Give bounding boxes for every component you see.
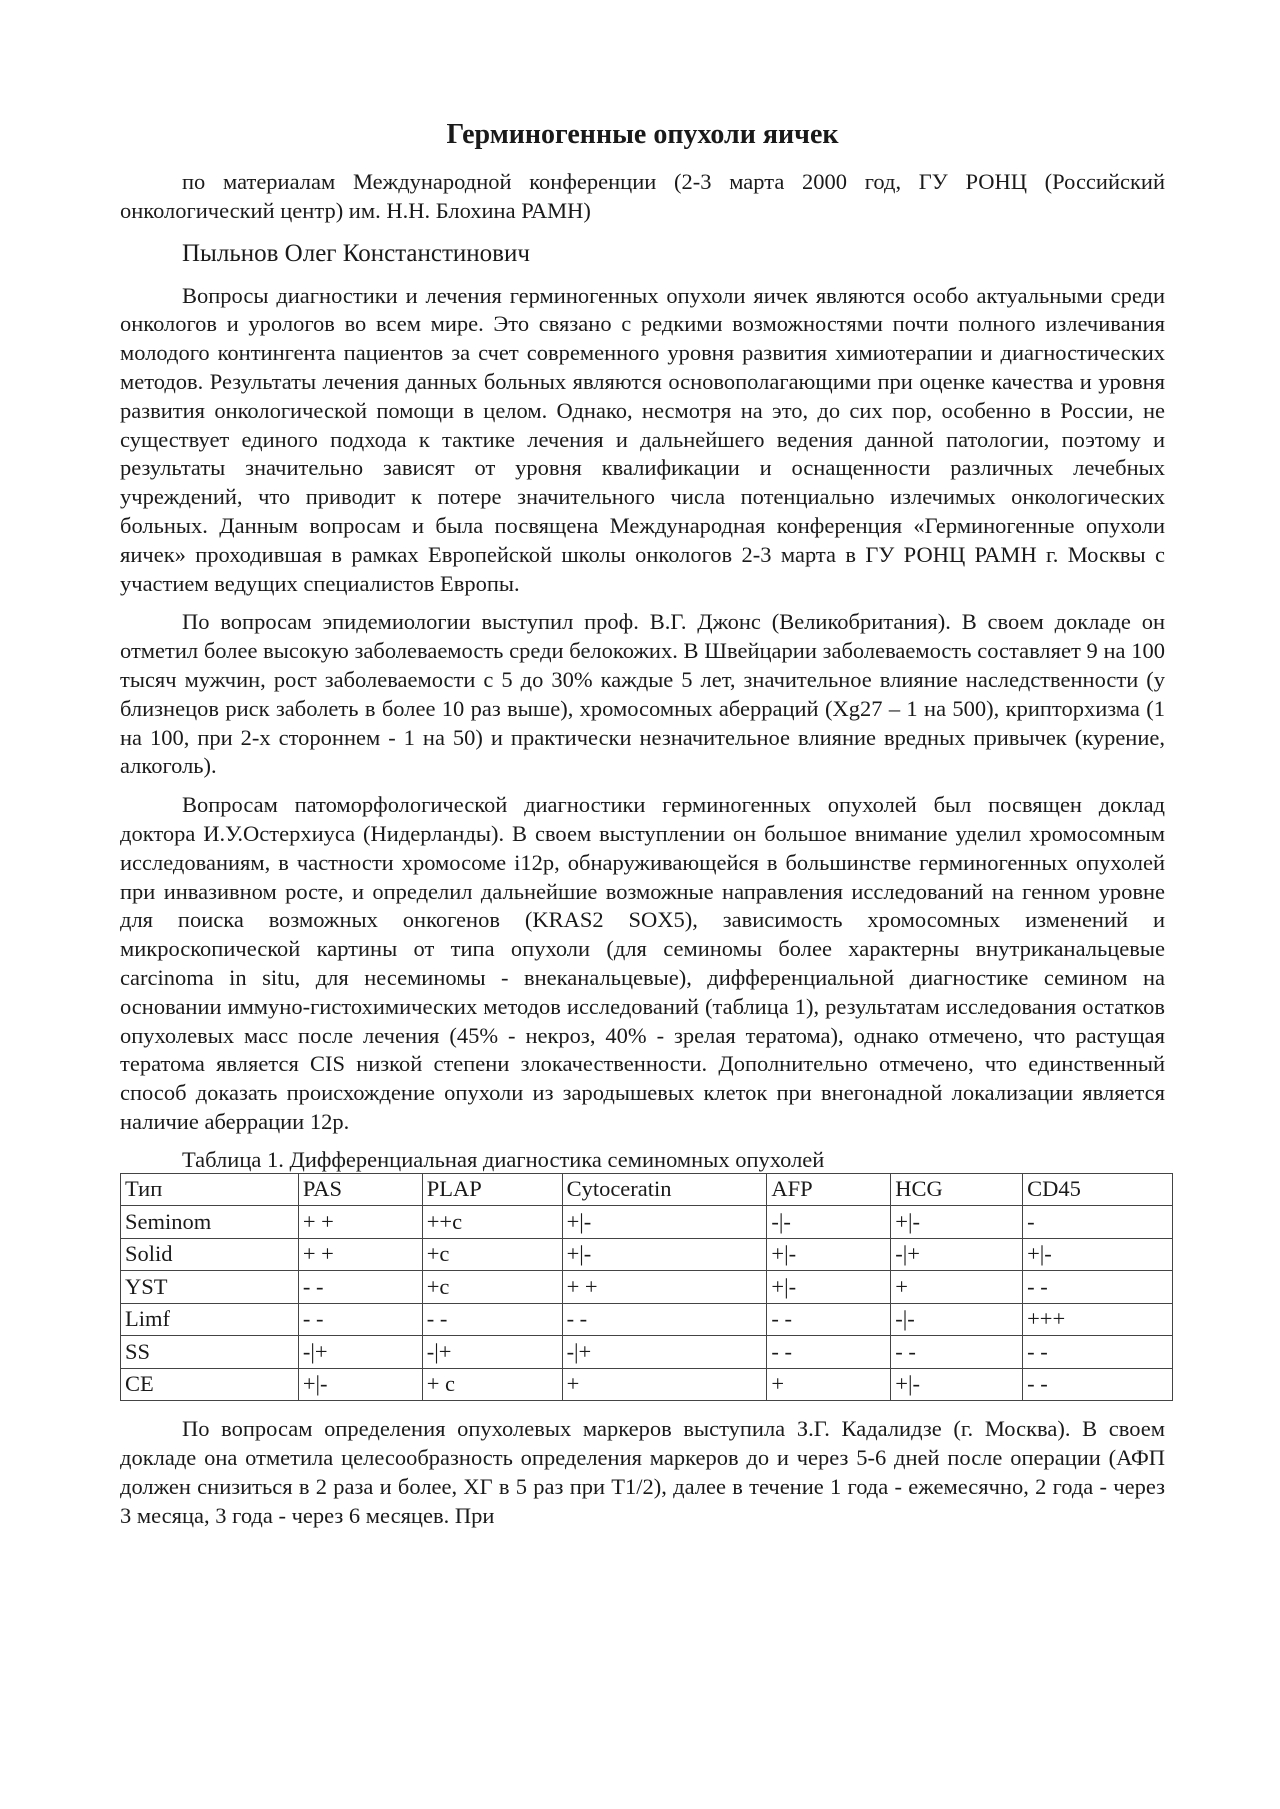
paragraph-intro: Вопросы диагностики и лечения герминогенных опухоли яичек являются особо актуальными среди онкологов и урологов во всем мире. Это связано с редкими возможностями почти полного излечивания молодого контингента пациентов за счет современного уровня развития химиотерапии и диагностических методов. Результаты лечения данных больных являются основополагающими при оценке качества и уровня развития онкологической помощи в целом. Однако, несмотря на это, до сих пор, особенно в России, не существует единого подхода к тактике лечения и дальнейшего ведения данной патологии, поэтому и результаты значительно зависят от уровня квалификации и оснащенности различных лечебных учреждений, что приводит к потере значительного числа потенциально излечимых онкологических больных. Данным вопросам и была посвящена Международная конференция «Герминогенные опухоли яичек» проходившая в рамках Европейской школы онкологов 2-3 марта в ГУ РОНЦ РАМН г. Москвы с участием ведущих специалистов Европы. <box>120 282 1165 596</box>
table-caption: Таблица 1. Дифференциальная диагностика семиномных опухолей <box>182 1146 825 1172</box>
table-cell: - - <box>562 1303 767 1336</box>
table-row <box>121 1271 1173 1304</box>
table-cell: Solid <box>121 1238 299 1271</box>
table-header-cell: PAS <box>298 1173 422 1206</box>
table-cell: + c <box>422 1368 562 1401</box>
paragraph-markers: По вопросам определения опухолевых маркеров выступила З.Г. Кадалидзе (г. Москва). В своем докладе она отметила целесообразность определения маркеров до и через 5-6 дней после операции (АФП должен снизиться в 2 раза и более, ХГ в 5 раз при Т1/2), далее в течение 1 года - ежемесячно, 2 года - через 3 месяца, 3 года - через 6 месяцев. При <box>120 1416 1165 1528</box>
table-row <box>121 1303 1173 1336</box>
table-cell: - - <box>767 1336 891 1369</box>
document-title: Герминогенные опухоли яичек <box>446 119 839 150</box>
table-cell: - <box>1023 1206 1173 1239</box>
table-cell: + <box>891 1271 1023 1304</box>
diagnostics-table-wrapper <box>120 1173 1165 1402</box>
table-cell: - - <box>1023 1368 1173 1401</box>
table-cell: + + <box>562 1271 767 1304</box>
table-header-cell: CD45 <box>1023 1173 1173 1206</box>
table-cell: CE <box>121 1368 299 1401</box>
table-header-cell: Cytoceratin <box>562 1173 767 1206</box>
diagnostics-table <box>120 1173 1173 1402</box>
table-cell: Seminom <box>121 1206 299 1239</box>
table-cell: +|- <box>891 1206 1023 1239</box>
table-header-cell: Тип <box>121 1173 299 1206</box>
table-cell: + + <box>298 1206 422 1239</box>
table-cell: -|+ <box>298 1336 422 1369</box>
table-cell: + + <box>298 1238 422 1271</box>
table-cell: +++ <box>1023 1303 1173 1336</box>
table-cell: - - <box>1023 1336 1173 1369</box>
table-cell: +|- <box>562 1238 767 1271</box>
table-cell: +|- <box>298 1368 422 1401</box>
table-cell: - - <box>1023 1271 1173 1304</box>
table-header-row <box>121 1173 1173 1206</box>
table-cell: +|- <box>767 1271 891 1304</box>
table-cell: + <box>767 1368 891 1401</box>
table-cell: +|- <box>891 1368 1023 1401</box>
document-page <box>120 118 1165 1540</box>
table-cell: + <box>562 1368 767 1401</box>
table-row <box>121 1368 1173 1401</box>
table-cell: SS <box>121 1336 299 1369</box>
table-cell: +|- <box>1023 1238 1173 1271</box>
table-cell: -|+ <box>562 1336 767 1369</box>
table-header-cell: HCG <box>891 1173 1023 1206</box>
table-cell: +|- <box>562 1206 767 1239</box>
table-cell: ++c <box>422 1206 562 1239</box>
table-cell: - - <box>298 1271 422 1304</box>
table-cell: -|- <box>891 1303 1023 1336</box>
table-cell: +c <box>422 1271 562 1304</box>
paragraph-epidemiology: По вопросам эпидемиологии выступил проф. В.Г. Джонс (Великобритания). В своем докладе он отметил более высокую заболеваемость среди белокожих. В Швейцарии заболеваемость составляет 9 на 100 тысяч мужчин, рост заболеваемости с 5 до 30% каждые 5 лет, значительное влияние наследственности (у близнецов риск заболеть в более 10 раз выше), хромосомных аберраций (Xg27 – 1 на 500), крипторхизма (1 на 100, при 2-х стороннем - 1 на 50) и практически незначительное влияние вредных привычек (курение, алкоголь). <box>120 609 1165 779</box>
table-cell: -|+ <box>422 1336 562 1369</box>
table-cell: +c <box>422 1238 562 1271</box>
table-cell: - - <box>422 1303 562 1336</box>
paragraph-pathomorphology: Вопросам патоморфологической диагностики герминогенных опухолей был посвящен доклад доктора И.У.Остерхиуса (Нидерланды). В своем выступлении он большое внимание уделил хромосомным исследованиям, в частности хромосоме i12p, обнаруживающейся в большинстве герминогенных опухолей при инвазивном росте, и определил дальнейшие возможные направления исследований на генном уровне для поиска возможных онкогенов (KRAS2 SOX5), зависимость хромосомных изменений и микроскопической картины от типа опухоли (для семиномы более характерны внутриканальцевые carcinoma in situ, для несеминомы - внеканальцевые), дифференциальной диагностике семином на основании иммуно-гистохимических методов исследований (таблица 1), результатам исследования остатков опухолевых масс после лечения (45% - некроз, 40% - зрелая тератома), однако отмечено, что растущая тератома является CIS низкой степени злокачественности. Дополнительно отмечено, что единственный способ доказать происхождение опухоли из зародышевых клеток при внегонадной локализации является наличие аберрации 12р. <box>120 792 1165 1134</box>
table-cell: -|+ <box>891 1238 1023 1271</box>
table-cell: - - <box>767 1303 891 1336</box>
document-subtitle: по материалам Международной конференции (2-3 марта 2000 год, ГУ РОНЦ (Российский онкологический центр) им. Н.Н. Блохина РАМН) <box>120 169 1165 223</box>
table-cell: - - <box>891 1336 1023 1369</box>
table-row <box>121 1206 1173 1239</box>
table-row <box>121 1336 1173 1369</box>
author-name: Пыльнов Олег Констанстинович <box>182 239 530 267</box>
table-cell: Limf <box>121 1303 299 1336</box>
table-cell: +|- <box>767 1238 891 1271</box>
table-cell: YST <box>121 1271 299 1304</box>
table-row <box>121 1238 1173 1271</box>
table-header-cell: PLAP <box>422 1173 562 1206</box>
table-cell: - - <box>298 1303 422 1336</box>
table-cell: -|- <box>767 1206 891 1239</box>
table-header-cell: AFP <box>767 1173 891 1206</box>
